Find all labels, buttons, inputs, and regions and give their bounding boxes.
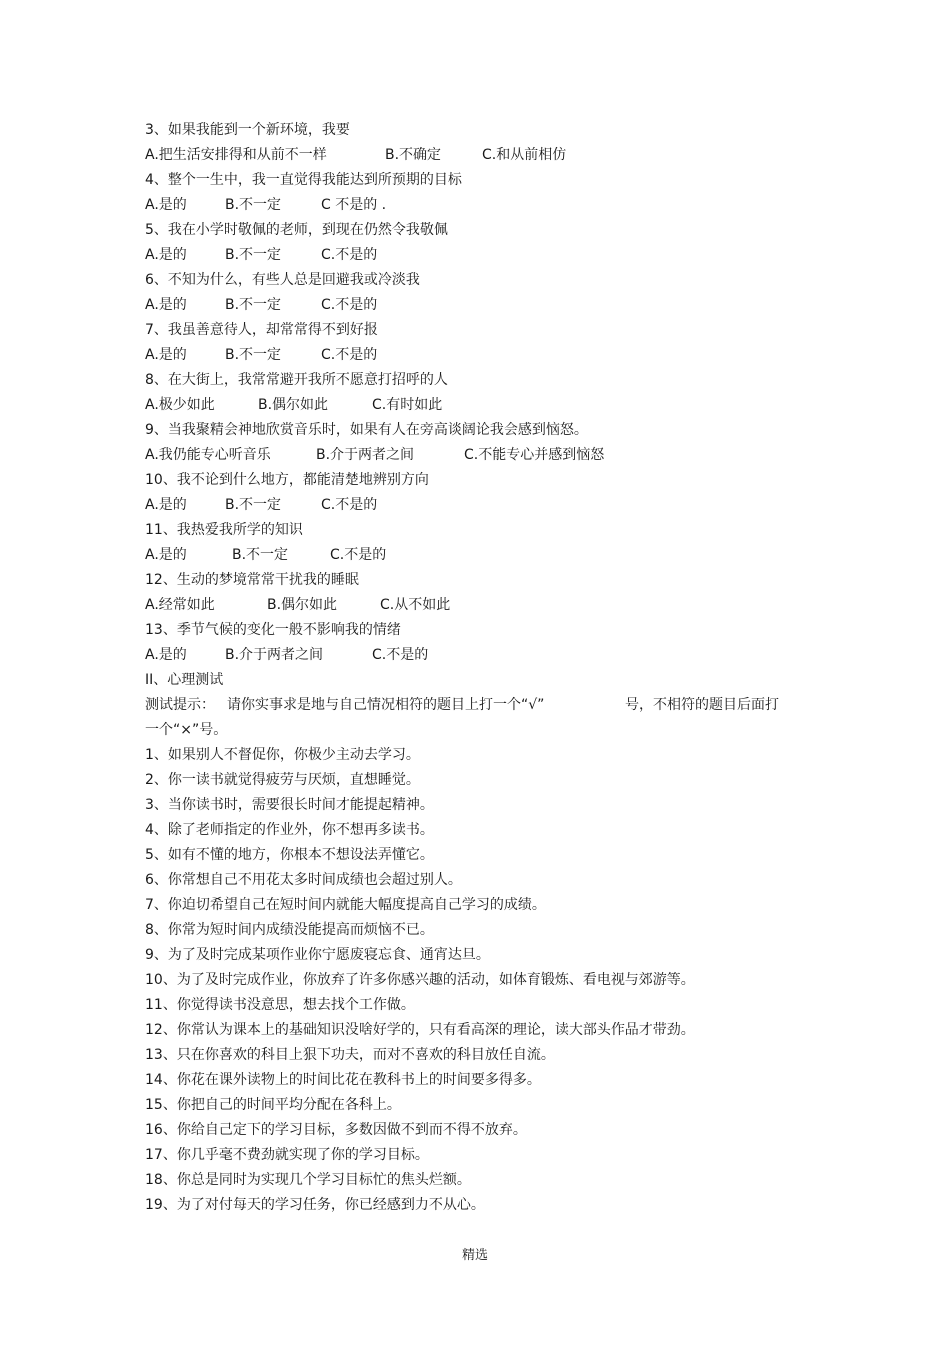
instructions-text: 请你实事求是地与自己情况相符的题目上打一个“√”	[227, 697, 545, 713]
instructions-label: 测试提示：	[145, 697, 215, 713]
list-item: 5、如有不懂的地方，你根本不想设法弄懂它。	[145, 847, 434, 863]
list-item: 2、你一读书就觉得疲劳与厌烦，直想睡觉。	[145, 772, 420, 788]
list-item: 18、你总是同时为实现几个学习目标忙的焦头烂额。	[145, 1172, 471, 1188]
options-row	[145, 293, 805, 318]
option-b: B.不一定	[225, 247, 282, 263]
option-a: A.我仍能专心听音乐	[145, 447, 271, 463]
option-a: A.是的	[145, 197, 187, 213]
question-text: 3、如果我能到一个新环境，我要	[145, 122, 350, 138]
list-item: 6、你常想自己不用花太多时间成绩也会超过别人。	[145, 872, 462, 888]
list-item: 12、你常认为课本上的基础知识没啥好学的，只有看高深的理论，读大部头作品才带劲。	[145, 1022, 695, 1038]
options-row	[145, 193, 805, 218]
option-a: A.是的	[145, 547, 187, 563]
list-item: 15、你把自己的时间平均分配在各科上。	[145, 1097, 401, 1113]
options-row	[145, 393, 805, 418]
options-row	[145, 143, 805, 168]
option-c: C.不是的	[321, 497, 378, 513]
list-item: 16、你给自己定下的学习目标，多数因做不到而不得不放弃。	[145, 1122, 527, 1138]
list-item: 13、只在你喜欢的科目上狠下功夫，而对不喜欢的科目放任自流。	[145, 1047, 555, 1063]
options-row	[145, 493, 805, 518]
option-b: B.不一定	[225, 197, 282, 213]
options-row	[145, 593, 805, 618]
list-item: 3、当你读书时，需要很长时间才能提起精神。	[145, 797, 434, 813]
options-row	[145, 443, 805, 468]
list-item: 4、除了老师指定的作业外，你不想再多读书。	[145, 822, 434, 838]
option-a: A.是的	[145, 297, 187, 313]
option-c: C.不是的	[372, 647, 429, 663]
option-b: B.不一定	[232, 547, 289, 563]
option-c: C.不能专心并感到恼怒	[464, 447, 605, 463]
option-a: A.是的	[145, 347, 187, 363]
option-b: B.偶尔如此	[267, 597, 338, 613]
question-text: 7、我虽善意待人，却常常得不到好报	[145, 322, 378, 338]
question-text: 4、整个一生中，我一直觉得我能达到所预期的目标	[145, 172, 462, 188]
options-row	[145, 543, 805, 568]
list-item: 14、你花在课外读物上的时间比花在教科书上的时间要多得多。	[145, 1072, 541, 1088]
question-text: 8、在大街上，我常常避开我所不愿意打招呼的人	[145, 372, 448, 388]
test-instructions	[145, 693, 805, 718]
list-item: 1、如果别人不督促你，你极少主动去学习。	[145, 747, 420, 763]
option-a: A.把生活安排得和从前不一样	[145, 147, 327, 163]
options-row	[145, 643, 805, 668]
option-b: B.偶尔如此	[258, 397, 329, 413]
option-c: C.不是的	[321, 297, 378, 313]
option-b: B.介于两者之间	[316, 447, 415, 463]
option-a: A.是的	[145, 497, 187, 513]
option-b: B.不一定	[225, 297, 282, 313]
option-c: C.不是的	[321, 347, 378, 363]
option-b: B.不确定	[385, 147, 442, 163]
question-text: 9、当我聚精会神地欣赏音乐时，如果有人在旁高谈阔论我会感到恼怒。	[145, 422, 588, 438]
list-item: 9、为了及时完成某项作业你宁愿废寝忘食、通宵达旦。	[145, 947, 490, 963]
list-item: 17、你几乎毫不费劲就实现了你的学习目标。	[145, 1147, 429, 1163]
option-c: C.有时如此	[372, 397, 443, 413]
option-b: B.不一定	[225, 497, 282, 513]
instructions-text-end: 一个“×”号。	[145, 722, 228, 738]
list-item: 10、为了及时完成作业，你放弃了许多你感兴趣的活动，如体育锻炼、看电视与郊游等。	[145, 972, 695, 988]
question-text: 11、我热爱我所学的知识	[145, 522, 303, 538]
page-footer: 精选	[461, 1248, 488, 1263]
question-text: 6、不知为什么，有些人总是回避我或冷淡我	[145, 272, 420, 288]
option-a: A.是的	[145, 247, 187, 263]
document-body	[145, 118, 805, 1218]
option-c: C.不是的	[321, 247, 378, 263]
list-item: 19、为了对付每天的学习任务，你已经感到力不从心。	[145, 1197, 485, 1213]
option-c: C.和从前相仿	[482, 147, 567, 163]
question-text: 12、生动的梦境常常干扰我的睡眠	[145, 572, 359, 588]
option-a: A.极少如此	[145, 397, 215, 413]
list-item: 8、你常为短时间内成绩没能提高而烦恼不已。	[145, 922, 434, 938]
question-text: 5、我在小学时敬佩的老师，到现在仍然令我敬佩	[145, 222, 448, 238]
list-item: 11、你觉得读书没意思，想去找个工作做。	[145, 997, 415, 1013]
option-c: C 不是的 .	[321, 197, 387, 213]
question-text: 13、季节气候的变化一般不影响我的情绪	[145, 622, 401, 638]
options-row	[145, 343, 805, 368]
option-a: A.是的	[145, 647, 187, 663]
question-text: 10、我不论到什么地方，都能清楚地辨别方向	[145, 472, 429, 488]
list-item: 7、你迫切希望自己在短时间内就能大幅度提高自己学习的成绩。	[145, 897, 546, 913]
instructions-text-cont: 号，不相符的题目后面打	[625, 697, 779, 713]
section-title: II、心理测试	[145, 672, 224, 688]
option-c: C.从不如此	[380, 597, 451, 613]
options-row	[145, 243, 805, 268]
option-a: A.经常如此	[145, 597, 215, 613]
option-b: B.不一定	[225, 347, 282, 363]
option-b: B.介于两者之间	[225, 647, 324, 663]
option-c: C.不是的	[330, 547, 387, 563]
